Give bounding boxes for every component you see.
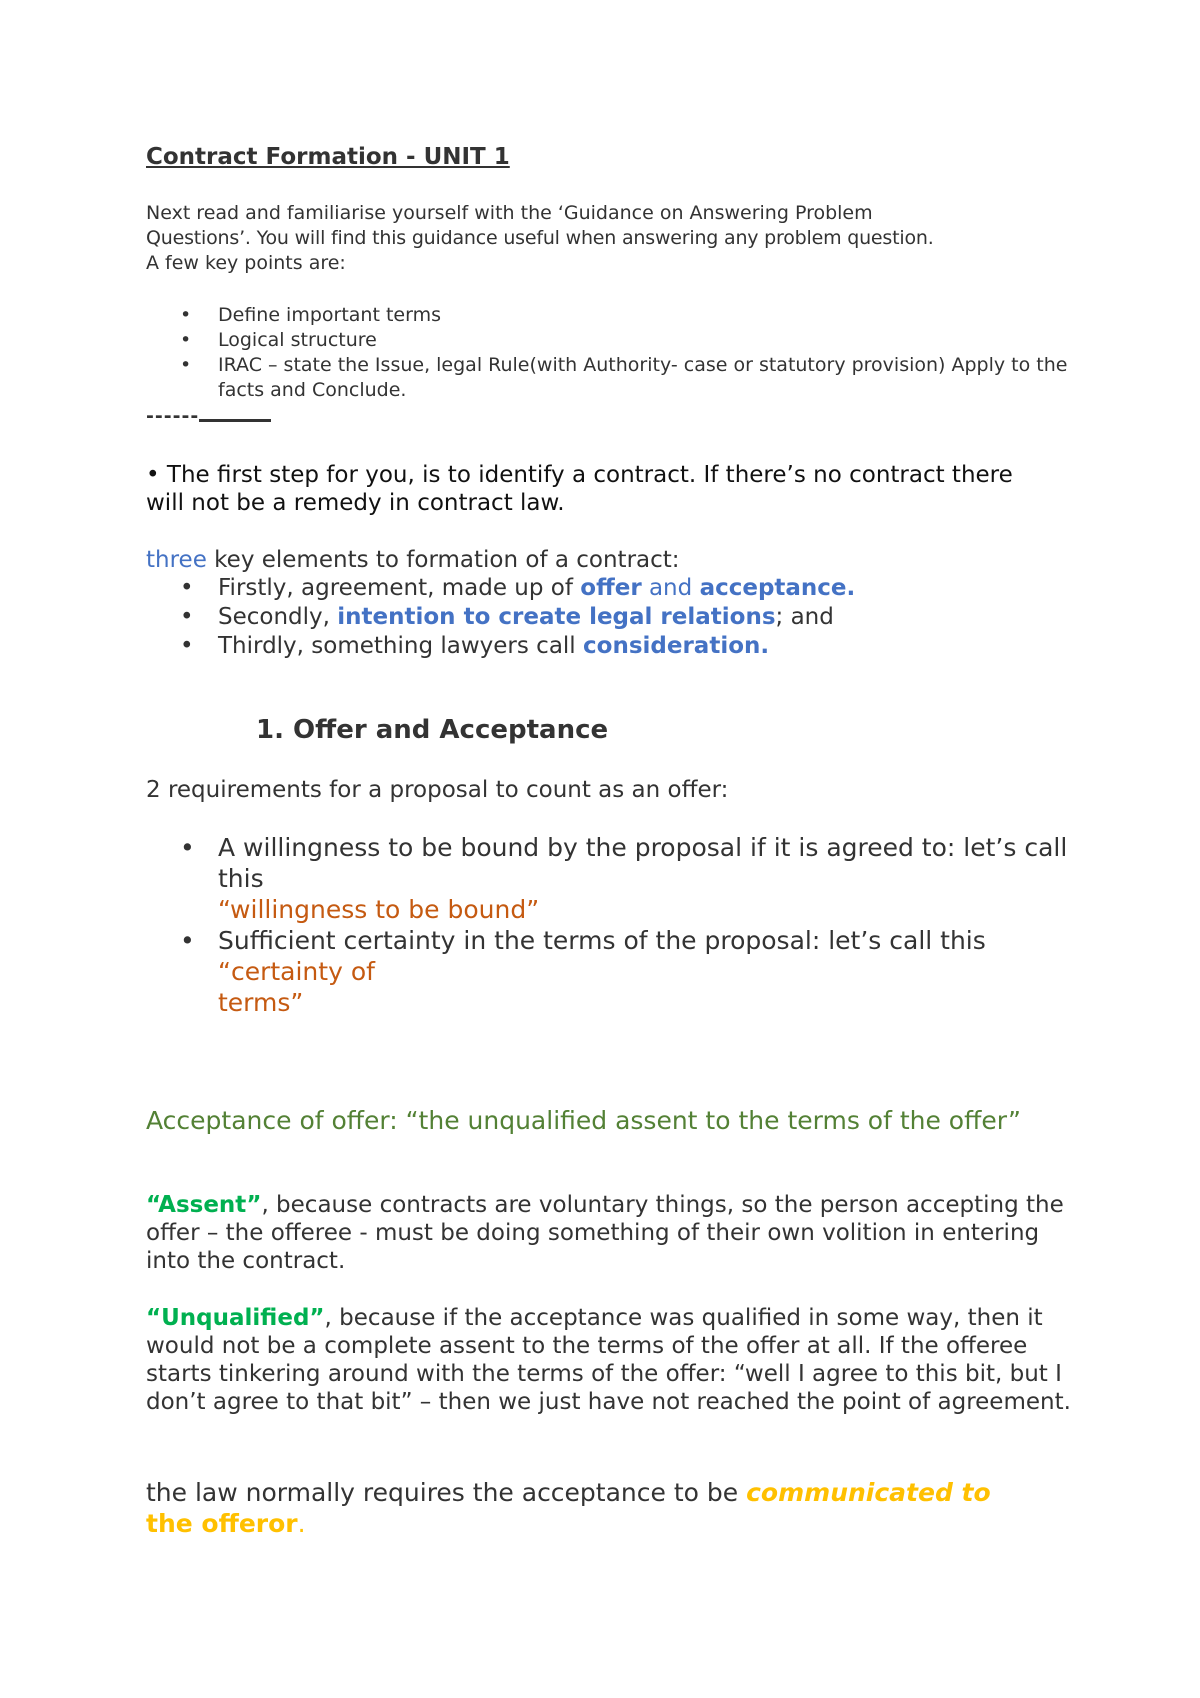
key-points-list [146, 303, 1076, 403]
section-heading: 1. Offer and Acceptance [256, 715, 609, 745]
list-item: • Secondly, intention to create legal relations; and [180, 604, 834, 630]
bullet-icon: • [180, 604, 194, 630]
bullet-icon: • [146, 462, 160, 488]
divider-line [199, 418, 271, 422]
list-item: • IRAC – state the Issue, legal Rule(with Authority- case or statutory provision) Apply to the facts and Conclude. [180, 354, 1068, 401]
requirements-intro: 2 requirements for a proposal to count as an offer: [146, 777, 729, 803]
first-step-paragraph: • The first step for you, is to identify a contract. If there’s no contract there will not be a remedy in contract law. [146, 462, 1013, 516]
intro-paragraph [146, 201, 1076, 276]
bullet-icon: • [180, 833, 195, 862]
elements-intro: three key elements to formation of a contract: [146, 547, 680, 573]
bullet-icon: • [180, 575, 194, 601]
bullet-icon: • [180, 329, 192, 351]
list-item: • A willingness to be bound by the proposal if it is agreed to: let’s call this “willingness to be bound” [180, 833, 1068, 924]
unqualified-paragraph: “Unqualified”, because if the acceptance was qualified in some way, then it would not be a complete assent to the terms of the offer at all. If the offeree starts tinkering around with the terms of the offer: “well I agree to this bit, but I don’t agree to that bit” – then we just have not reached the point of agreement. [146, 1305, 1071, 1415]
document-title: Contract Formation - UNIT 1 [146, 144, 510, 170]
intro-line: A few key points are: [146, 252, 346, 274]
list-item: • Sufficient certainty in the terms of the proposal: let’s call this “certainty of terms” [180, 926, 986, 1017]
acceptance-definition: Acceptance of offer: “the unqualified assent to the terms of the offer” [146, 1106, 1021, 1135]
intro-line: Next read and familiarise yourself with the ‘Guidance on Answering Problem [146, 202, 873, 224]
bullet-icon: • [180, 633, 194, 659]
list-item: • Logical structure [180, 329, 377, 351]
requirements-list [146, 832, 1076, 1018]
intro-line: Questions’. You will find this guidance useful when answering any problem question. [146, 227, 934, 249]
list-item: • Thirdly, something lawyers call consideration. [180, 633, 770, 659]
bullet-icon: • [180, 926, 195, 955]
list-item: • Firstly, agreement, made up of offer and acceptance. [180, 575, 856, 601]
section-divider: ------ [146, 405, 271, 427]
assent-paragraph: “Assent”, because contracts are voluntary things, so the person accepting the offer – the offeree - must be doing something of their own volition in entering into the contract. [146, 1192, 1064, 1274]
elements-list [146, 574, 1076, 661]
bullet-icon: • [180, 354, 192, 376]
communication-paragraph: the law normally requires the acceptance to be communicated to the offeror. [146, 1478, 991, 1538]
bullet-icon: • [180, 304, 192, 326]
list-item: • Define important terms [180, 304, 441, 326]
